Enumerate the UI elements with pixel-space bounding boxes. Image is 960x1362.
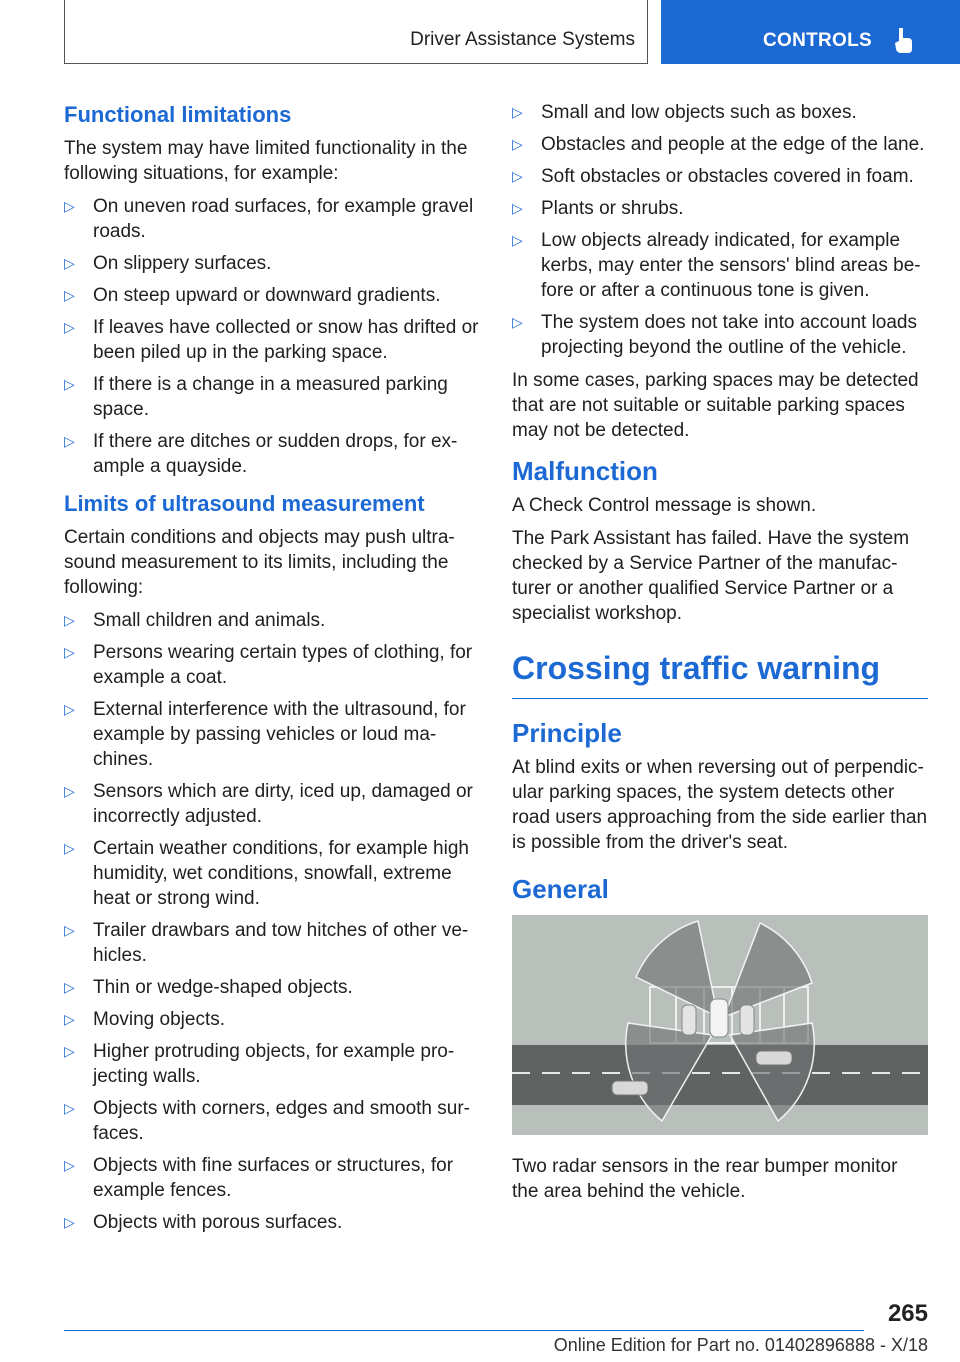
paragraph: A Check Control message is shown. [512, 495, 817, 516]
header-box [64, 0, 648, 64]
list-item: ▷ Higher protruding objects, for example pro‐jecting walls. [64, 1041, 455, 1087]
pointing-hand-icon [893, 26, 915, 54]
triangle-bullet-icon: ▷ [64, 701, 75, 717]
triangle-bullet-icon: ▷ [512, 232, 523, 248]
triangle-bullet-icon: ▷ [64, 255, 75, 271]
triangle-bullet-icon: ▷ [64, 1043, 75, 1059]
triangle-bullet-icon: ▷ [64, 979, 75, 995]
list-item: ▷ If there are ditches or sudden drops, for ex‐ample a quayside. [64, 431, 458, 477]
right-column [512, 100, 928, 1212]
paragraph: The Park Assistant has failed. Have the system checked by a Service Partner of the manufac‐turer or another qualified Service Partner or a specialist workshop. [512, 528, 910, 624]
functional-limitations-list [64, 194, 480, 479]
list-item: ▷ Persons wearing certain types of clothing, for example a coat. [64, 642, 473, 688]
triangle-bullet-icon: ▷ [512, 136, 523, 152]
triangle-bullet-icon: ▷ [64, 1157, 75, 1173]
continued-list [512, 100, 928, 360]
list-item: ▷ Objects with porous surfaces. [64, 1212, 343, 1233]
list-item: ▷ Soft obstacles or obstacles covered in foam. [512, 166, 914, 187]
page-number: 265 [887, 1300, 928, 1327]
paragraph: The system may have limited functionality in the following situations, for example: [64, 138, 468, 184]
triangle-bullet-icon: ▷ [512, 200, 523, 216]
list-item: ▷ On steep upward or downward gradients. [64, 285, 441, 306]
list-item: ▷ Objects with fine surfaces or structures, for example fences. [64, 1155, 454, 1201]
triangle-bullet-icon: ▷ [64, 198, 75, 214]
paragraph: Certain conditions and objects may push ultra‐sound measurement to its limits, including the following: [64, 527, 455, 598]
list-item: ▷ Objects with corners, edges and smooth sur‐faces. [64, 1098, 471, 1144]
triangle-bullet-icon: ▷ [64, 433, 75, 449]
list-item: ▷ Thin or wedge-shaped objects. [64, 977, 353, 998]
heading-functional-limitations: Functional limitations [64, 102, 292, 127]
edition-footer: Online Edition for Part no. 01402896888 - X/18 [553, 1335, 928, 1355]
list-item: ▷ On slippery surfaces. [64, 253, 272, 274]
triangle-bullet-icon: ▷ [64, 1214, 75, 1230]
triangle-bullet-icon: ▷ [64, 783, 75, 799]
heading-ultrasound-limits: Limits of ultrasound measurement [64, 491, 425, 516]
list-item: ▷ Obstacles and people at the edge of the lane. [512, 134, 925, 155]
controls-tab-label: CONTROLS [763, 30, 873, 51]
paragraph: In some cases, parking spaces may be detected that are not suitable or suitable parking spaces may not be detected. [512, 370, 919, 441]
heading-principle: Principle [512, 718, 622, 748]
paragraph: At blind exits or when reversing out of perpendic‐ular parking spaces, the system detects other road users approaching from the side earlier than is possible from the driver's seat. [512, 757, 928, 853]
radar-coverage-illustration [512, 915, 928, 1135]
heading-general: General [512, 874, 609, 904]
list-item: ▷ Small children and animals. [64, 610, 326, 631]
triangle-bullet-icon: ▷ [64, 376, 75, 392]
list-item: ▷ Low objects already indicated, for example kerbs, may enter the sensors' blind areas be‐fore or after a continuous tone is given. [512, 230, 921, 301]
triangle-bullet-icon: ▷ [64, 840, 75, 856]
list-item: ▷ Moving objects. [64, 1009, 226, 1030]
heading-crossing-traffic-warning: Crossing traffic warning [512, 646, 928, 699]
list-item: ▷ On uneven road surfaces, for example gravel roads. [64, 196, 474, 242]
list-item: ▷ Certain weather conditions, for example high humidity, wet conditions, snowfall, extreme heat or strong wind. [64, 838, 469, 909]
controls-tab[interactable] [661, 0, 960, 64]
triangle-bullet-icon: ▷ [64, 612, 75, 628]
section-title: Driver Assistance Systems [410, 29, 635, 50]
triangle-bullet-icon: ▷ [64, 287, 75, 303]
triangle-bullet-icon: ▷ [64, 922, 75, 938]
list-item: ▷ External interference with the ultrasound, for example by passing vehicles or loud ma‐chines. [64, 699, 466, 770]
list-item: ▷ Small and low objects such as boxes. [512, 102, 857, 123]
left-column [64, 100, 480, 1243]
triangle-bullet-icon: ▷ [64, 1100, 75, 1116]
list-item: ▷ If there is a change in a measured parking space. [64, 374, 448, 420]
list-item: ▷ Sensors which are dirty, iced up, damaged or incorrectly adjusted. [64, 781, 473, 827]
list-item: ▷ If leaves have collected or snow has drifted or been piled up in the parking space. [64, 317, 479, 363]
triangle-bullet-icon: ▷ [64, 644, 75, 660]
triangle-bullet-icon: ▷ [64, 1011, 75, 1027]
list-item: ▷ Plants or shrubs. [512, 198, 684, 219]
triangle-bullet-icon: ▷ [512, 314, 523, 330]
paragraph: Two radar sensors in the rear bumper monitor the area behind the vehicle. [512, 1156, 898, 1202]
list-item: ▷ The system does not take into account loads projecting beyond the outline of the vehicle. [512, 312, 917, 358]
footer-rule [64, 1330, 864, 1331]
triangle-bullet-icon: ▷ [64, 319, 75, 335]
ultrasound-limits-list [64, 608, 480, 1235]
list-item: ▷ Trailer drawbars and tow hitches of other ve‐hicles. [64, 920, 469, 966]
heading-malfunction: Malfunction [512, 456, 658, 486]
triangle-bullet-icon: ▷ [512, 168, 523, 184]
triangle-bullet-icon: ▷ [512, 104, 523, 120]
